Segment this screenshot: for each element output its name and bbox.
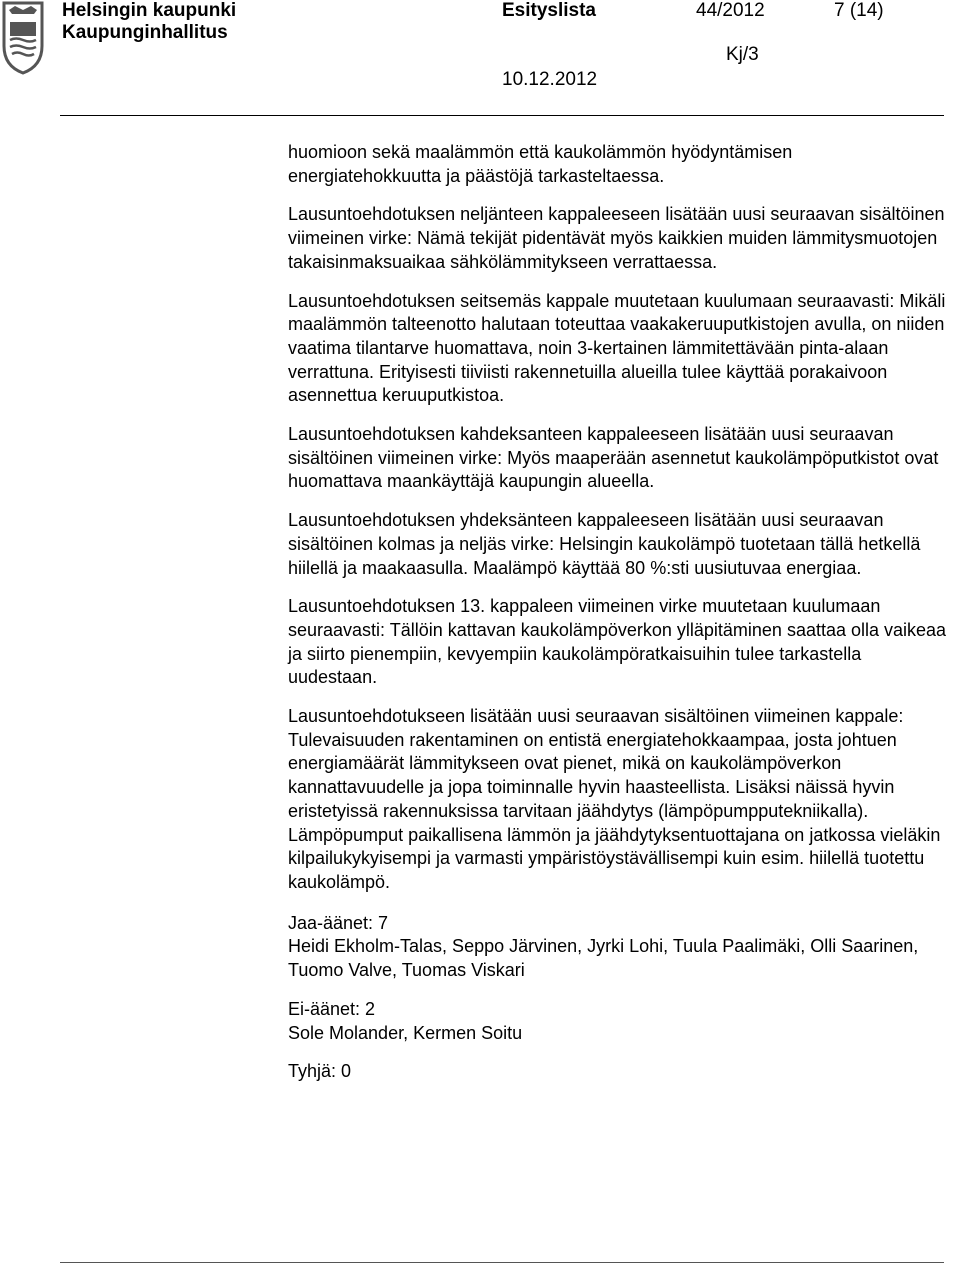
paragraph: Lausuntoehdotuksen 13. kappaleen viimeinen virke muutetaan kuulumaan seuraavasti: Tällöin kattavan kaukolämpöverkon ylläpitäminen saattaa olla vaikeaa ja siirto pienempiin, kevyempiin kaukolämpöratkaisuihin tulee tarkastella uudestaan. [288, 596, 947, 688]
yes-votes-names: Heidi Ekholm-Talas, Seppo Järvinen, Jyrki Lohi, Tuula Paalimäki, Olli Saarinen, Tuomo Valve, Tuomas Viskari [288, 936, 919, 981]
paragraph: Lausuntoehdotuksen kahdeksanteen kappaleeseen lisätään uusi seuraavan sisältöinen viimeinen virke: Myös maaperään asennetut kaukolämpöputkistot ovat huomattava maankäyttäjä kaupungin alueella. [288, 424, 939, 492]
no-votes-label: Ei-äänet: 2 [288, 998, 376, 1019]
paragraph: Lausuntoehdotukseen lisätään uusi seuraavan sisältöinen viimeinen kappale: Tulevaisuuden rakentaminen on entistä energiatehokkaampaa, josta johtuen energiamäärät lämmitykseen ovat pienet, mikä on kaukolämpöverkon kannattavuudelle ja jopa toiminnalle hyvin haasteellista. Lisäksi näissä hyvin eristetyissä rakennuksissa tarvitaan jäähdytys (lämpöpumpputekniikalla). Lämpöpumput paikallisena lämmön ja jäähdytyksentuottajana on jatkossa vieläkin kilpailukykyisempi ja varmasti ympäristöystävällisempi kuin esim. hiilellä tuotettu kaukolämpö. [288, 706, 941, 892]
document-type: Esityslista [502, 0, 596, 21]
document-body [288, 141, 950, 1084]
footer-divider [60, 1262, 944, 1263]
yes-votes-label: Jaa-äänet: 7 [288, 912, 389, 933]
header-divider [60, 115, 944, 116]
paragraph: Lausuntoehdotuksen seitsemäs kappale muutetaan kuulumaan seuraavasti: Mikäli maalämmön talteenotto halutaan toteuttaa vaakakeruuputkistojen avulla, on niiden vaatima tilantarve huomattava, noin 3-kertainen lämmitettävään pinta-alaan verrattuna. Erityisesti tiiviisti rakennetuilla alueilla tulee käyttää porakaivoon asennettua keruuputkistoa. [288, 290, 946, 406]
page-number: 7 (14) [834, 0, 884, 21]
no-votes-names: Sole Molander, Kermen Soitu [288, 1022, 523, 1043]
blank-votes-label: Tyhjä: 0 [288, 1061, 352, 1082]
organization-name: Helsingin kaupunki [62, 0, 237, 21]
paragraph: Lausuntoehdotuksen neljänteen kappaleeseen lisätään uusi seuraavan sisältöinen viimeinen virke: Nämä tekijät pidentävät myös kaikkien muiden lämmitysmuotojen takaisinmaksuaikaa sähkölämmitykseen verrattaessa. [288, 204, 945, 272]
paragraph: huomioon sekä maalämmön että kaukolämmön hyödyntämisen energiatehokkuutta ja päästöjä tarkasteltaessa. [288, 142, 793, 186]
city-crest-logo [0, 0, 46, 76]
body-name: Kaupunginhallitus [62, 22, 228, 43]
item-code: Kj/3 [726, 44, 759, 65]
paragraph: Lausuntoehdotuksen yhdeksänteen kappaleeseen lisätään uusi seuraavan sisältöinen kolmas ja neljäs virke: Helsingin kaukolämpö tuotetaan tällä hetkellä hiilellä ja maakaasulla. Maalämpö käyttää 80 %:sti uusiutuvaa energiaa. [288, 510, 921, 578]
document-number: 44/2012 [696, 0, 765, 21]
meeting-date: 10.12.2012 [502, 69, 598, 90]
